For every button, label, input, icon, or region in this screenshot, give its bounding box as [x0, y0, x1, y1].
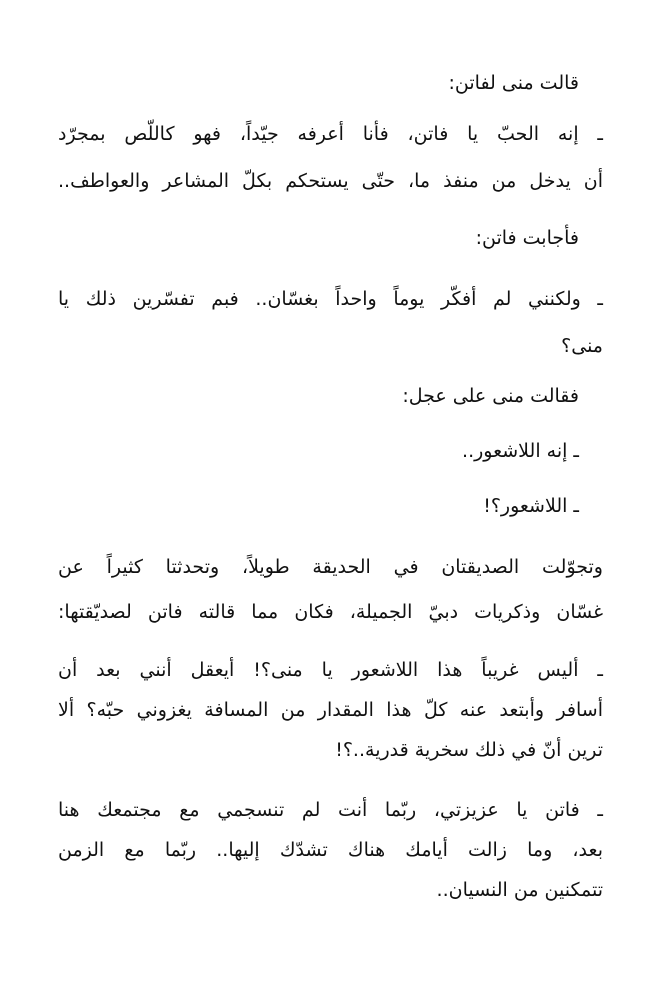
text-line-2: ـ إنه الحبّ يا فاتن، فأنا أعرفه جيّداً، فهو كاللّص بمجرّد [58, 123, 603, 145]
text-line-6: منى؟ [561, 335, 603, 357]
text-line-8: ـ إنه اللاشعور.. [462, 440, 579, 462]
text-line-10: وتجوّلت الصديقتان في الحديقة طويلاً، وتحدثتا كثيراً عن [58, 556, 603, 578]
book-page [58, 0, 603, 1000]
text-line-5: ـ ولكنني لم أفكّر يوماً واحداً بغسّان.. فبم تفسّرين ذلك يا [58, 288, 603, 310]
text-line-14: ترين أنّ في ذلك سخرية قدرية..؟! [335, 739, 603, 761]
text-line-16: بعد، وما زالت أيامك هناك تشدّك إليها.. ربّما مع الزمن [58, 839, 603, 861]
text-line-15: ـ فاتن يا عزيزتي، ربّما أنت لم تنسجمي مع مجتمعك هنا [58, 799, 603, 821]
text-line-11: غسّان وذكريات دبيّ الجميلة، فكان مما قالته فاتن لصديّقتها: [58, 601, 603, 623]
text-line-17: تتمكنين من النسيان.. [436, 879, 603, 901]
text-line-4: فأجابت فاتن: [475, 227, 579, 249]
text-line-9: ـ اللاشعور؟! [483, 495, 579, 517]
text-line-12: ـ أليس غريباً هذا اللاشعور يا منى؟! أيعقل أنني بعد أن [58, 659, 603, 681]
text-line-3: أن يدخل من منفذ ما، حتّى يستحكم بكلّ المشاعر والعواطف.. [58, 170, 603, 192]
text-line-13: أسافر وأبتعد عنه كلّ هذا المقدار من المسافة يغزوني حبّه؟ ألا [58, 699, 603, 721]
text-line-7: فقالت منى على عجل: [402, 385, 579, 407]
text-line-1: قالت منى لفاتن: [448, 72, 579, 94]
